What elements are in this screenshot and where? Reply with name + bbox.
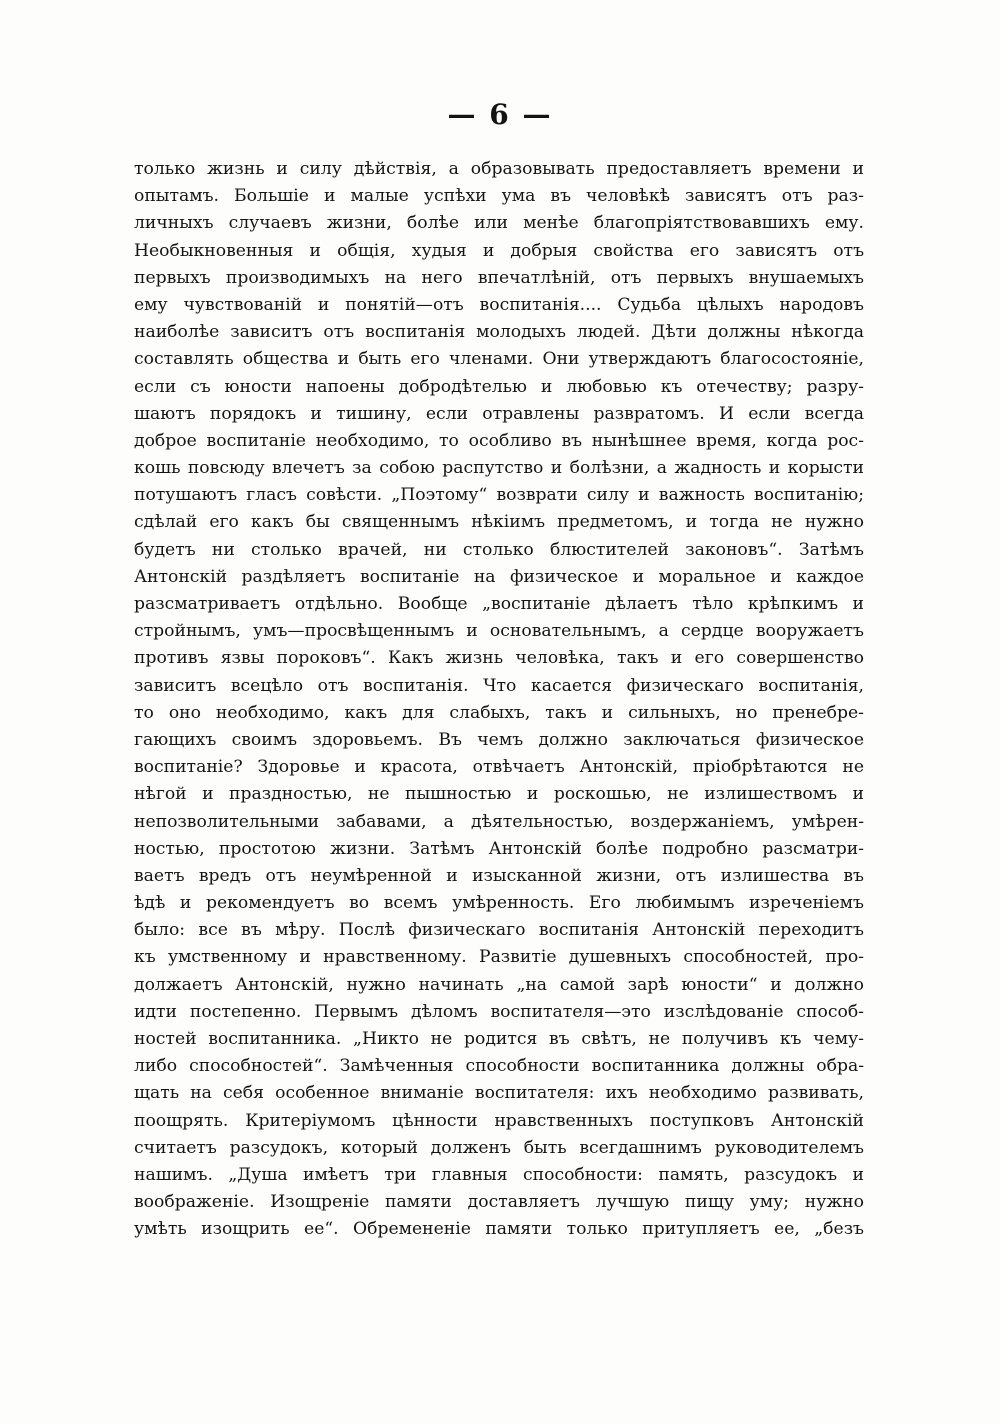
text-line: идти постепенно. Первымъ дѣломъ воспитателя—это изслѣдованіе способ- xyxy=(134,1001,864,1022)
text-line: нашимъ. „Душа имѣетъ три главныя способности: память, разсудокъ и xyxy=(134,1164,864,1185)
text-line: ностью, простотою жизни. Затѣмъ Антонскій болѣе подробно разсматри- xyxy=(134,838,864,859)
text-line: сдѣлай его какъ бы священнымъ нѣкіимъ предметомъ, и тогда не нужно xyxy=(134,512,864,533)
text-line: должаетъ Антонскій, нужно начинать „на самой зарѣ юности“ и должно xyxy=(134,974,864,995)
text-line: Антонскій раздѣляетъ воспитаніе на физическое и моральное и каждое xyxy=(134,566,864,587)
text-line: было: все въ мѣру. Послѣ физическаго воспитанія Антонскій переходитъ xyxy=(134,920,864,941)
text-line: разсматриваетъ отдѣльно. Вообще „воспитаніе дѣлаетъ тѣло крѣпкимъ и xyxy=(134,594,864,614)
text-line: личныхъ случаевъ жизни, болѣе или менѣе благопріятствовавшихъ ему. xyxy=(134,213,864,234)
text-line: будетъ ни столько врачей, ни столько блюстителей законовъ“. Затѣмъ xyxy=(134,539,864,560)
text-line: стройнымъ, умъ—просвѣщеннымъ и основательнымъ, а сердце вооружаетъ xyxy=(134,621,864,642)
text-line: только жизнь и силу дѣйствія, а образовывать предоставляетъ времени и xyxy=(134,159,864,179)
text-line: доброе воспитаніе необходимо, то особливо въ нынѣшнее время, когда рос- xyxy=(134,430,864,451)
text-line: поощрять. Критеріумомъ цѣнности нравственныхъ поступковъ Антонскій xyxy=(134,1110,864,1131)
body-text xyxy=(134,156,864,1244)
text-line: шаютъ порядокъ и тишину, если отравлены развратомъ. И если всегда xyxy=(134,403,864,424)
text-line: противъ язвы пороковъ“. Какъ жизнь человѣка, такъ и его совершенство xyxy=(134,648,864,669)
text-line: гающихъ своимъ здоровьемъ. Въ чемъ должно заключаться физическое xyxy=(134,729,864,750)
text-line: кошь повсюду влечетъ за собою распутство и болѣзни, а жадность и корысти xyxy=(134,458,864,479)
text-line: воспитаніе? Здоровье и красота, отвѣчаетъ Антонскій, пріобрѣтаются не xyxy=(134,757,864,778)
text-line: нѣгой и праздностью, не пышностью и роскошью, не излишествомъ и xyxy=(134,784,864,805)
text-line: непозволительными забавами, а дѣятельностью, воздержаніемъ, умѣрен- xyxy=(134,811,864,832)
text-line: щать на себя особенное вниманіе воспитателя: ихъ необходимо развивать, xyxy=(134,1083,864,1104)
page-number: — 6 — xyxy=(447,98,553,131)
text-line: составлять общества и быть его членами. Они утверждаютъ благосостояніе, xyxy=(134,349,864,370)
text-line: зависитъ всецѣло отъ воспитанія. Что касается физическаго воспитанія, xyxy=(134,675,864,696)
text-line: къ умственному и нравственному. Развитіе душевныхъ способностей, про- xyxy=(134,947,864,968)
text-line: если съ юности напоены добродѣтелью и любовью къ отечеству; разру- xyxy=(134,376,864,397)
text-line: ему чувствованій и понятій—отъ воспитанія.... Судьба цѣлыхъ народовъ xyxy=(134,294,864,315)
text-line: умѣть изощрить ее“. Обремененіе памяти только притупляетъ ее, „безъ xyxy=(134,1219,864,1240)
text-line: ѣдѣ и рекомендуетъ во всемъ умѣренность. Его любимымъ изреченіемъ xyxy=(134,893,864,914)
text-line: Необыкновенныя и общія, худыя и добрыя свойства его зависятъ отъ xyxy=(134,240,864,261)
text-line: то оно необходимо, какъ для слабыхъ, такъ и сильныхъ, но пренебре- xyxy=(134,702,864,723)
text-line: считаетъ разсудокъ, который долженъ быть всегдашнимъ руководителемъ xyxy=(134,1137,864,1158)
text-line: потушаютъ гласъ совѣсти. „Поэтому“ возврати силу и важность воспитанію; xyxy=(134,485,864,506)
text-line: наиболѣе зависитъ отъ воспитанія молодыхъ людей. Дѣти должны нѣкогда xyxy=(134,322,864,343)
text-line: первыхъ производимыхъ на него впечатлѣній, отъ первыхъ внушаемыхъ xyxy=(134,267,864,288)
text-line: ностей воспитанника. „Никто не родится въ свѣтъ, не получивъ къ чему- xyxy=(134,1029,864,1049)
text-line: опытамъ. Большіе и малые успѣхи ума въ человѣкѣ зависятъ отъ раз- xyxy=(134,186,864,207)
text-line: либо способностей“. Замѣченныя способности воспитанника должны обра- xyxy=(134,1056,864,1077)
text-line: ваетъ вредъ отъ неумѣренной и изысканной жизни, отъ излишества въ xyxy=(134,865,864,886)
text-line: воображеніе. Изощреніе памяти доставляетъ лучшую пищу уму; нужно xyxy=(134,1192,864,1213)
